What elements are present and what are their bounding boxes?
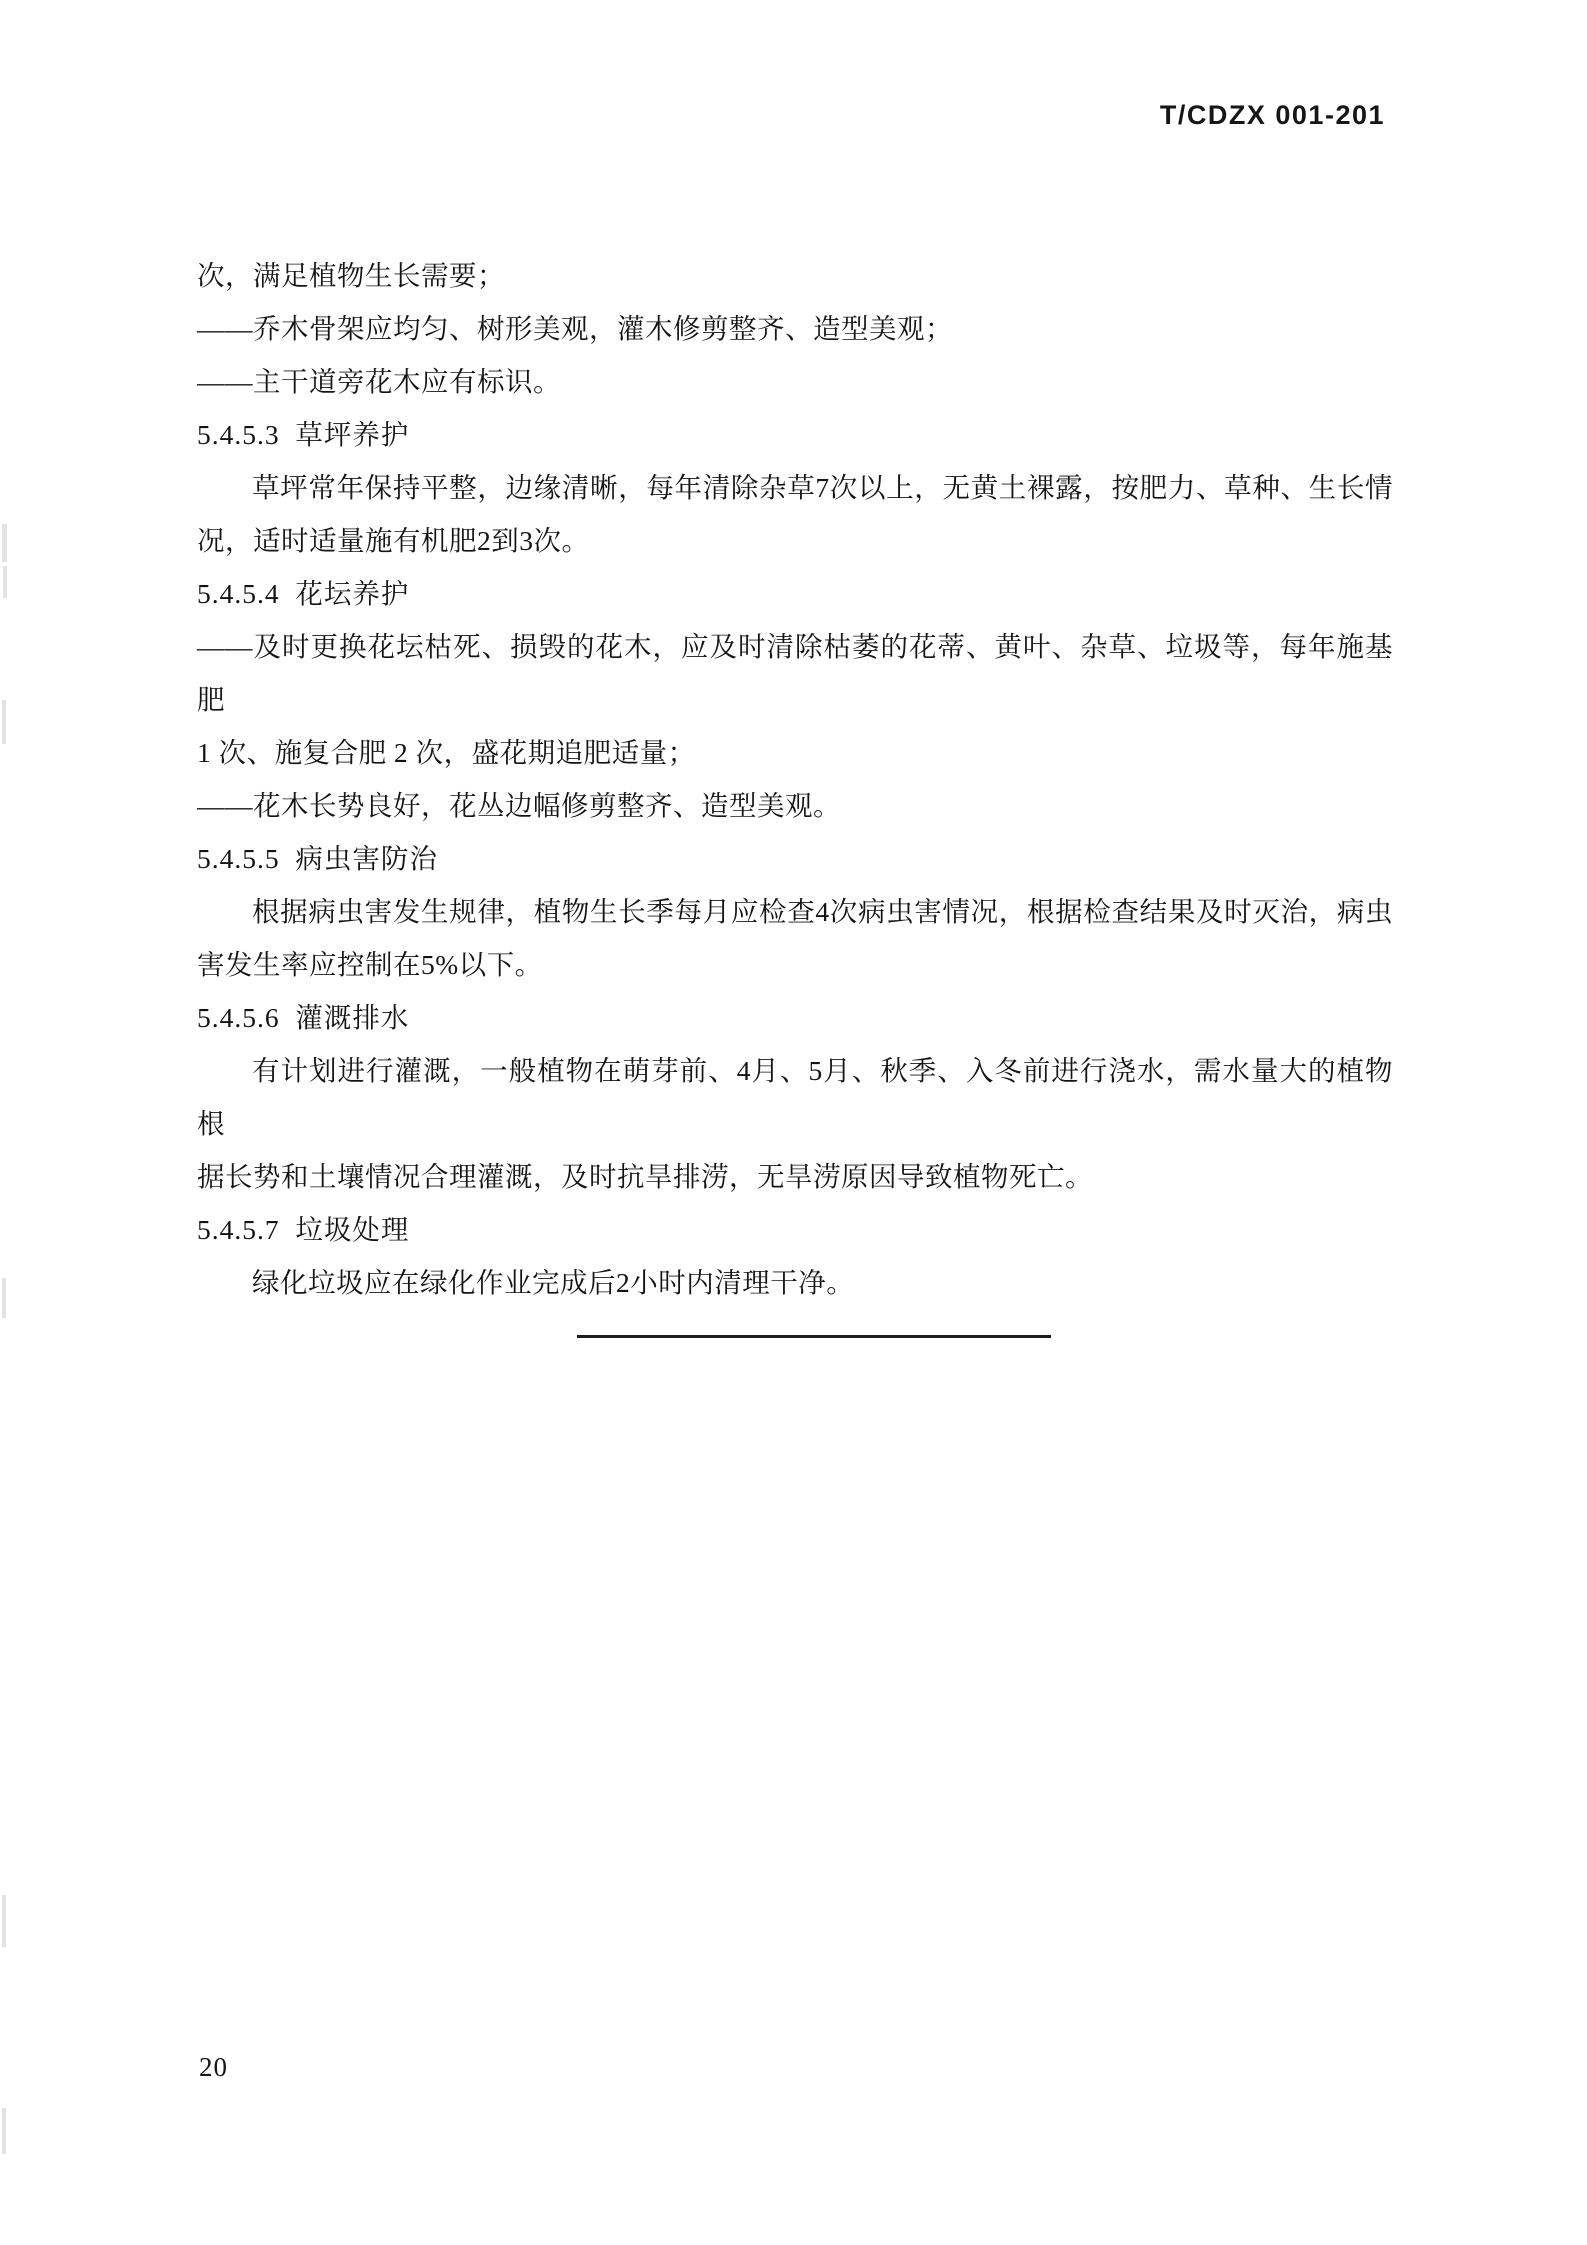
clause-heading-5-4-5-4: 5.4.5.4 花坛养护 <box>197 578 410 609</box>
scan-artifact <box>2 524 7 562</box>
paragraph-line: 有计划进行灌溉，一般植物在萌芽前、4月、5月、秋季、入冬前进行浇水，需水量大的植物根 <box>197 1055 1393 1139</box>
clause-heading-5-4-5-7: 5.4.5.7 垃圾处理 <box>197 1214 410 1245</box>
scan-artifact <box>2 1278 6 1318</box>
clause-heading-5-4-5-5: 5.4.5.5 病虫害防治 <box>197 843 438 874</box>
paragraph-continuation-line: 况，适时适量施有机肥2到3次。 <box>197 525 590 556</box>
paragraph-continuation-line: 据长势和土壤情况合理灌溉，及时抗旱排涝，无旱涝原因导致植物死亡。 <box>197 1161 1093 1192</box>
document-body <box>197 249 1393 1309</box>
scan-artifact <box>2 2108 6 2154</box>
paragraph-continuation-line: 害发生率应控制在5%以下。 <box>197 949 543 980</box>
paragraph-line: 根据病虫害发生规律，植物生长季每月应检查4次病虫害情况，根据检查结果及时灭治，病虫 <box>252 896 1393 927</box>
dash-list-item: ——花木长势良好，花丛边幅修剪整齐、造型美观。 <box>197 790 841 821</box>
dash-list-item: ——及时更换花坛枯死、损毁的花木，应及时清除枯萎的花蒂、黄叶、杂草、垃圾等，每年施基肥 <box>197 631 1393 715</box>
paragraph-line: 绿化垃圾应在绿化作业完成后2小时内清理干净。 <box>252 1267 855 1298</box>
page-number: 20 <box>199 2052 228 2082</box>
list-item-continuation-line: 1 次、施复合肥 2 次，盛花期追肥适量； <box>197 737 696 768</box>
dash-list-item: ——主干道旁花木应有标识。 <box>197 366 561 397</box>
clause-heading-5-4-5-3: 5.4.5.3 草坪养护 <box>197 419 410 450</box>
paragraph-continuation-line: 次，满足植物生长需要； <box>197 260 505 291</box>
paragraph-line: 草坪常年保持平整，边缘清晰，每年清除杂草7次以上，无黄土裸露，按肥力、草种、生长情 <box>252 472 1393 503</box>
end-of-text-rule <box>577 1335 1051 1338</box>
dash-list-item: ——乔木骨架应均匀、树形美观，灌木修剪整齐、造型美观； <box>197 313 953 344</box>
doc-code-header: T/CDZX 001-201 <box>1159 100 1385 130</box>
clause-heading-5-4-5-6: 5.4.5.6 灌溉排水 <box>197 1002 410 1033</box>
scan-artifact <box>2 700 6 744</box>
scan-artifact <box>2 1895 6 1947</box>
scan-artifact <box>3 566 7 598</box>
